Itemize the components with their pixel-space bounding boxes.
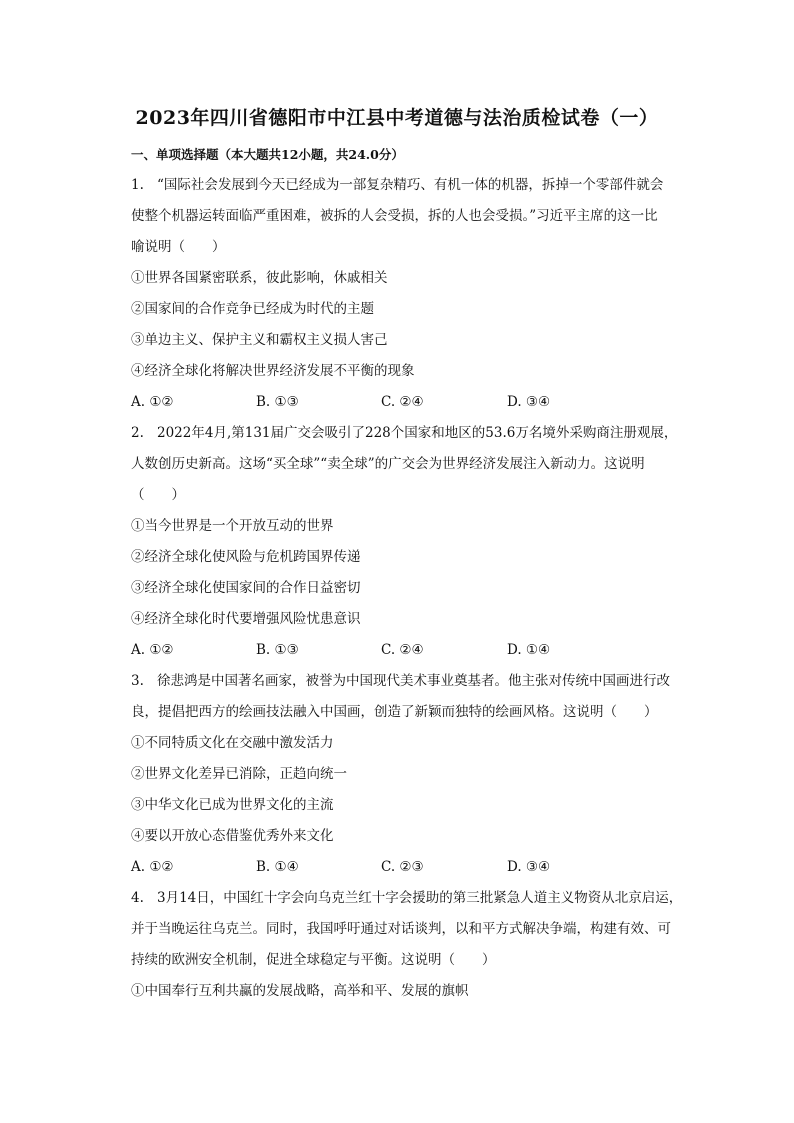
statement-item: ②国家间的合作竞争已经成为时代的主题	[131, 301, 374, 317]
question-stem-line: 人数创历史新高。这场“买全球”“卖全球”的广交会为世界经济发展注入新动力。这说明	[131, 456, 645, 472]
question-stem-line: 使整个机器运转面临严重困难，被拆的人会受损，拆的人也会受损。”习近平主席的这一比	[131, 208, 658, 224]
statement-item: ③经济全球化使国家间的合作日益密切	[131, 580, 361, 596]
statement-item: ③单边主义、保护主义和霸权主义损人害己	[131, 332, 388, 348]
question-stem-line: 良，提倡把西方的绘画技法融入中国画，创造了新颖而独特的绘画风格。这说明（ ）	[131, 704, 658, 720]
answer-option: D. ③④	[507, 394, 551, 410]
answer-option: A. ①②	[131, 394, 174, 410]
statement-item: ④要以开放心态借鉴优秀外来文化	[131, 828, 334, 844]
question-number: 3.	[131, 673, 144, 689]
question-stem-text: “国际社会发展到今天已经成为一部复杂精巧、有机一体的机器，拆掉一个零部件就会	[157, 177, 664, 193]
statement-item: ④经济全球化时代要增强风险忧患意识	[131, 611, 361, 627]
answer-option: D. ①④	[507, 642, 551, 658]
question-number: 2.	[131, 425, 144, 441]
question-stem-line: 喻说明（ ）	[131, 239, 226, 255]
answer-option: C. ②④	[381, 394, 424, 410]
question-block	[131, 666, 703, 883]
statement-item: ②经济全球化使风险与危机跨国界传递	[131, 549, 361, 565]
question-stem-text: 2022年4月,第131届广交会吸引了228个国家和地区的53.6万名境外采购商注册观展，	[157, 425, 678, 441]
answer-option: D. ③④	[507, 859, 551, 875]
statement-item: ④经济全球化将解决世界经济发展不平衡的现象	[131, 363, 415, 379]
answer-options	[131, 635, 703, 666]
question-block	[131, 418, 703, 666]
statement-item: ②世界文化差异已消除，正趋向统一	[131, 766, 347, 782]
question-stem-text: 徐悲鸿是中国著名画家，被誉为中国现代美术事业奠基者。他主张对传统中国画进行改	[157, 673, 670, 689]
question-list	[131, 170, 703, 1007]
answer-option: C. ②③	[381, 859, 424, 875]
answer-option: B. ①③	[256, 394, 299, 410]
answer-option: B. ①④	[256, 859, 299, 875]
question-number: 1.	[131, 177, 144, 193]
statement-item: ③中华文化已成为世界文化的主流	[131, 797, 334, 813]
question-stem-line: 并于当晚运往乌克兰。同时，我国呼吁通过对话谈判，以和平方式解决争端，构建有效、可	[131, 921, 671, 937]
answer-option: C. ②④	[381, 642, 424, 658]
statement-item: ①中国奉行互利共赢的发展战略，高举和平、发展的旗帜	[131, 983, 469, 999]
question-stem-line: （ ）	[131, 487, 185, 503]
question-stem-text: 3月14日，中国红十字会向乌克兰红十字会援助的第三批紧急人道主义物资从北京启运，	[157, 890, 683, 906]
question-stem-line	[131, 170, 703, 201]
section-heading: 一、单项选择题（本大题共12小题，共24.0分）	[131, 147, 404, 162]
statement-item: ①不同特质文化在交融中激发活力	[131, 735, 334, 751]
statement-item: ①当今世界是一个开放互动的世界	[131, 518, 334, 534]
question-block	[131, 170, 703, 418]
page-title: 2023年四川省德阳市中江县中考道德与法治质检试卷（一）	[135, 107, 659, 129]
answer-option: A. ①②	[131, 642, 174, 658]
question-stem-line	[131, 883, 703, 914]
answer-options	[131, 387, 703, 418]
question-stem-line	[131, 418, 703, 449]
question-block	[131, 883, 703, 1007]
question-stem-line: 持续的欧洲安全机制，促进全球稳定与平衡。这说明（ ）	[131, 952, 496, 968]
answer-option: A. ①②	[131, 859, 174, 875]
answer-options	[131, 852, 703, 883]
question-number: 4.	[131, 890, 144, 906]
answer-option: B. ①③	[256, 642, 299, 658]
question-stem-line	[131, 666, 703, 697]
statement-item: ①世界各国紧密联系，彼此影响，休戚相关	[131, 270, 388, 286]
